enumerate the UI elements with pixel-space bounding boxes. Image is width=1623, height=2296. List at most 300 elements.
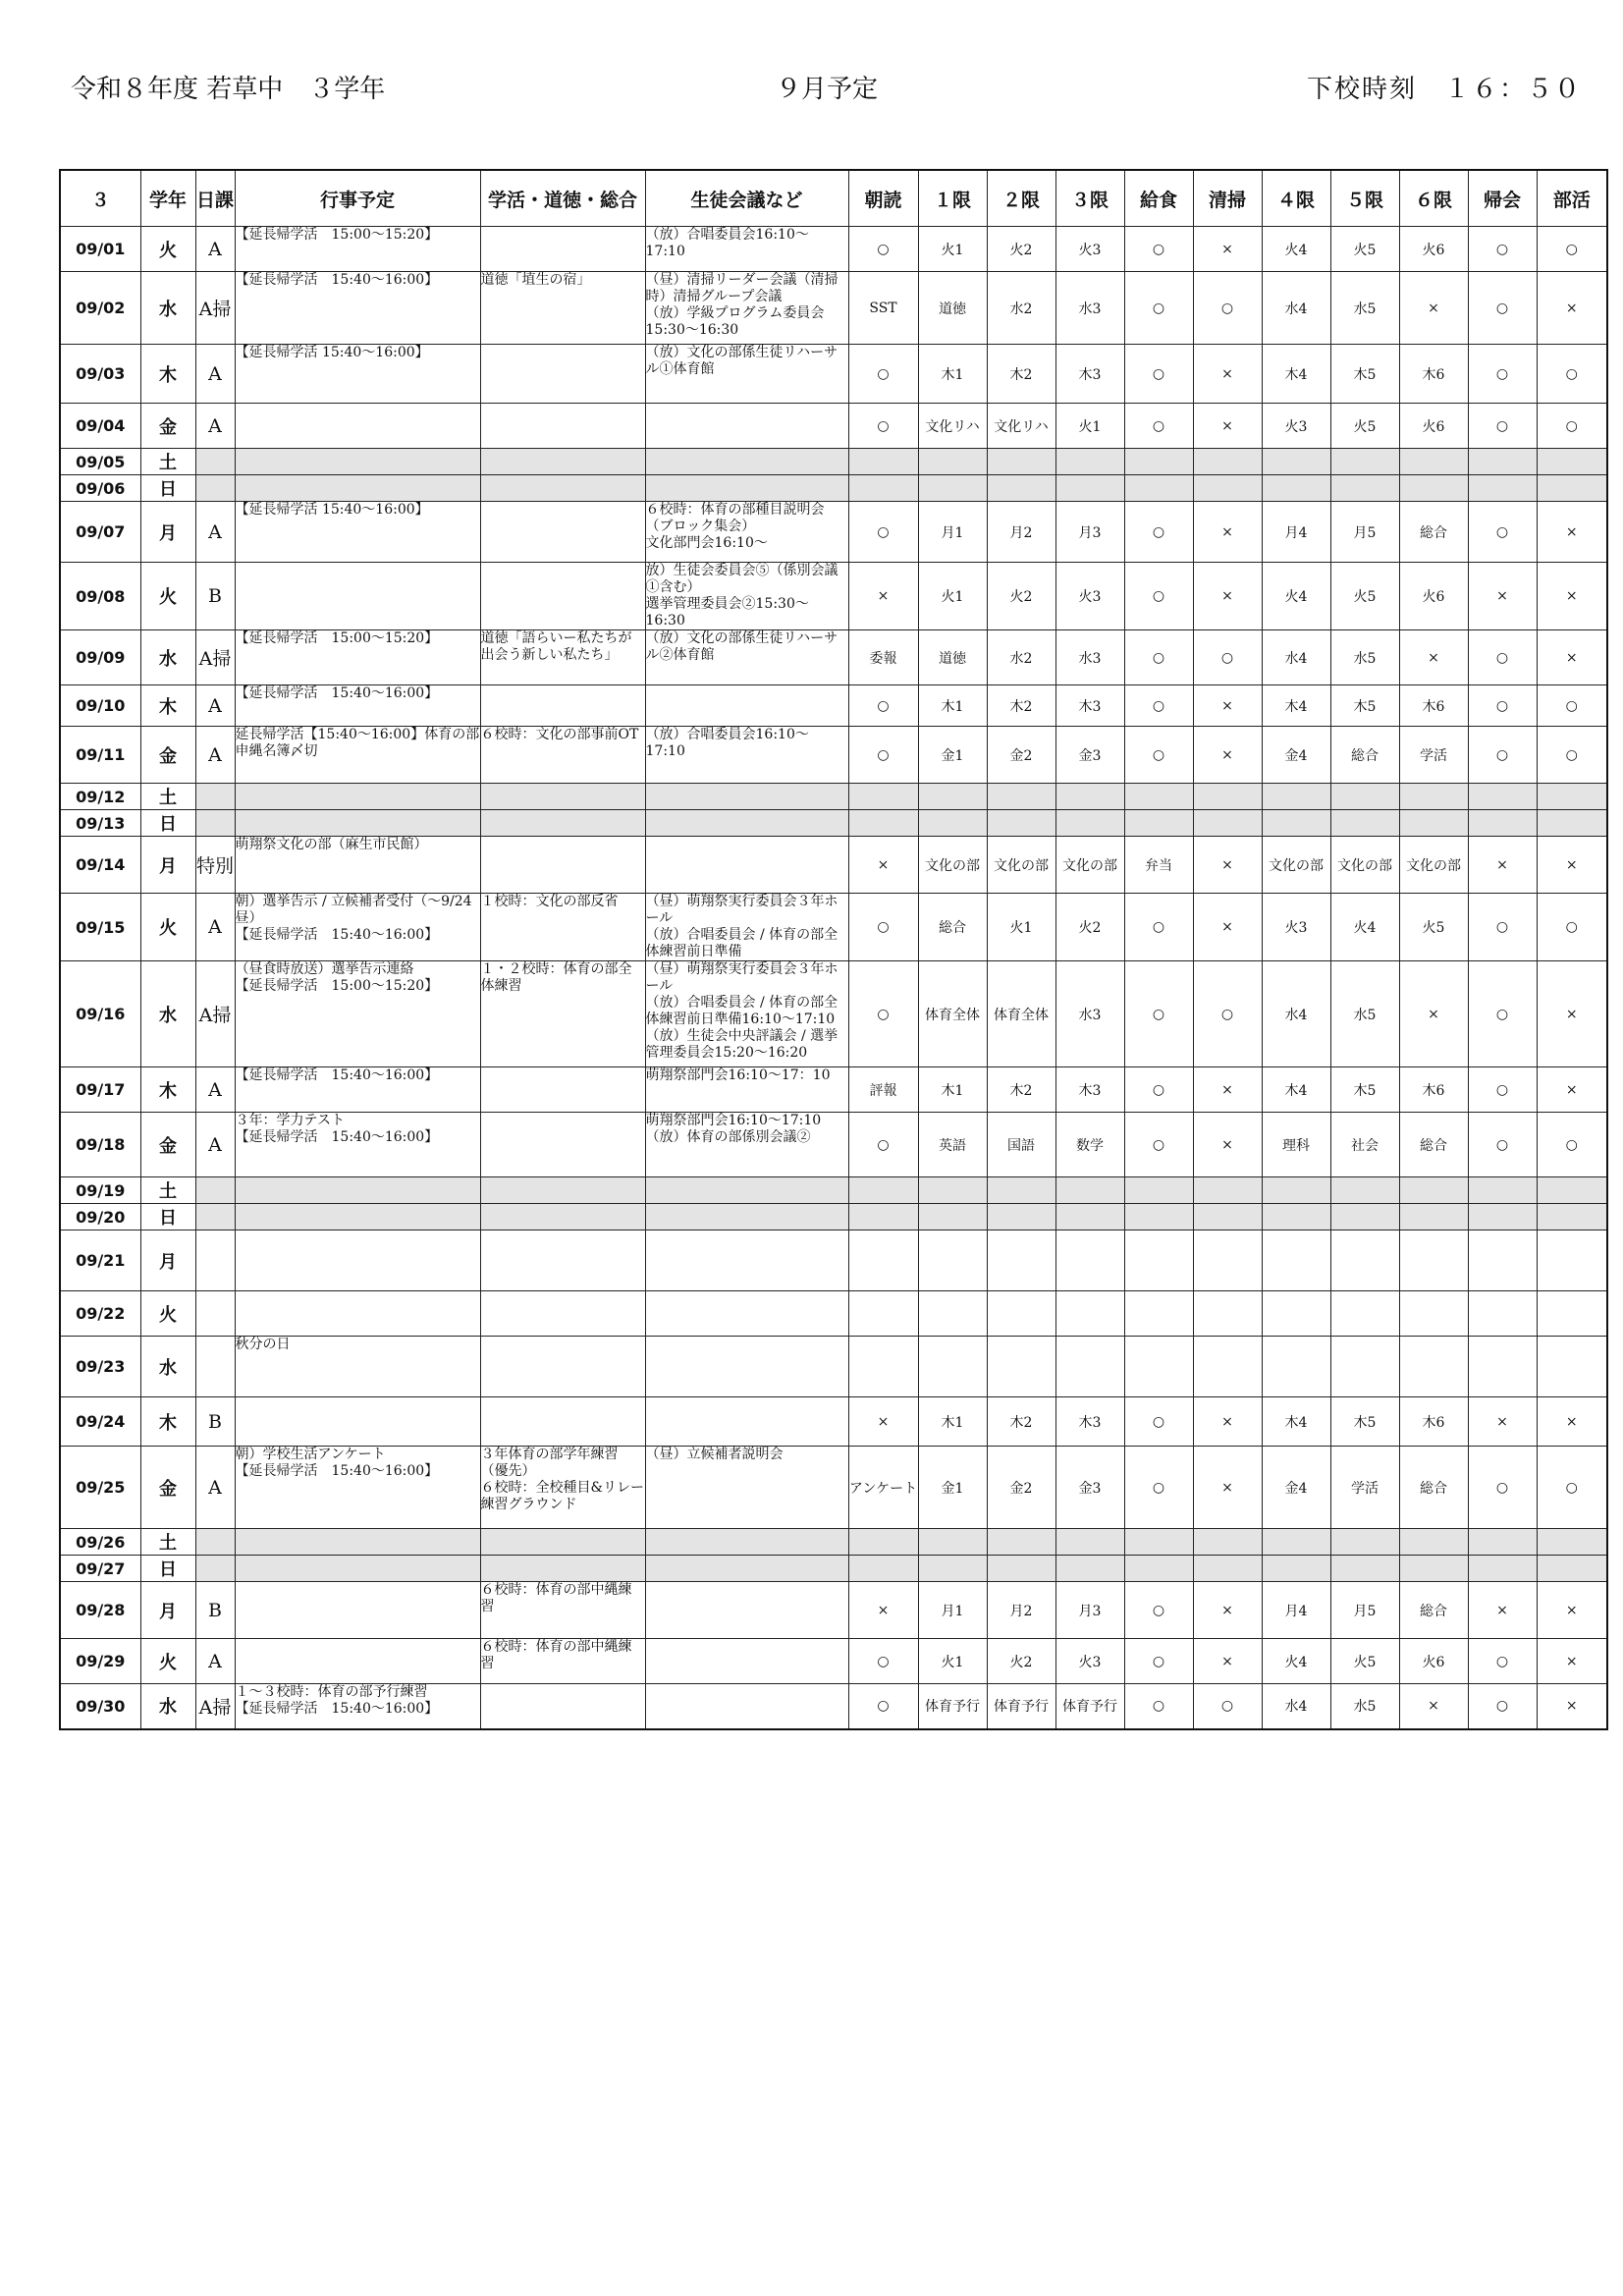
period-cell: 文化の部: [1399, 837, 1468, 894]
column-header: ４限: [1262, 170, 1330, 227]
meeting-cell: [645, 1337, 848, 1397]
date-cell: 09/30: [60, 1684, 140, 1729]
period-cell: 火1: [918, 227, 987, 272]
period-cell: [1537, 449, 1607, 475]
period-cell: [918, 784, 987, 810]
period-cell: ○: [1468, 404, 1537, 449]
period-cell: 火5: [1330, 404, 1399, 449]
day-row: [60, 837, 1607, 894]
period-cell: 火6: [1399, 1639, 1468, 1684]
column-header: 学年: [140, 170, 195, 227]
period-cell: 火6: [1399, 404, 1468, 449]
period-cell: ×: [1537, 630, 1607, 685]
period-cell: [1468, 475, 1537, 502]
period-cell: [918, 475, 987, 502]
nikka-cell: [195, 1291, 235, 1337]
period-cell: 水3: [1055, 272, 1124, 345]
period-cell: [1537, 1529, 1607, 1556]
event-cell: ３年：学力テスト 【延長帰学活 15:40～16:00】: [235, 1113, 480, 1177]
period-cell: [918, 1177, 987, 1204]
meeting-cell: [645, 1582, 848, 1639]
period-cell: [1193, 1337, 1262, 1397]
page-header: [0, 69, 1623, 108]
period-cell: ○: [1468, 630, 1537, 685]
gakkatsu-cell: [480, 1556, 645, 1582]
period-cell: [1055, 1204, 1124, 1230]
date-cell: 09/10: [60, 685, 140, 727]
weekday-cell: 火: [140, 563, 195, 630]
period-cell: 総合: [1399, 1447, 1468, 1529]
event-cell: （昼食時放送）選挙告示連絡 【延長帰学活 15:00～15:20】: [235, 961, 480, 1067]
weekday-cell: 木: [140, 345, 195, 404]
period-cell: [1262, 1291, 1330, 1337]
period-cell: ○: [1124, 1684, 1193, 1729]
period-cell: [1262, 449, 1330, 475]
nikka-cell: [195, 1204, 235, 1230]
period-cell: ○: [1124, 1582, 1193, 1639]
gakkatsu-cell: [480, 685, 645, 727]
period-cell: [1399, 1204, 1468, 1230]
date-cell: 09/23: [60, 1337, 140, 1397]
gakkatsu-cell: [480, 475, 645, 502]
period-cell: 木6: [1399, 345, 1468, 404]
column-header: 部活: [1537, 170, 1607, 227]
nikka-cell: A: [195, 1639, 235, 1684]
period-cell: ○: [848, 894, 918, 961]
column-header: ６限: [1399, 170, 1468, 227]
period-cell: ○: [1537, 345, 1607, 404]
period-cell: 木5: [1330, 1397, 1399, 1447]
period-cell: 火4: [1262, 1639, 1330, 1684]
period-cell: [1468, 1204, 1537, 1230]
period-cell: ×: [1193, 727, 1262, 784]
period-cell: ○: [1468, 227, 1537, 272]
period-cell: [1124, 1204, 1193, 1230]
period-cell: [1193, 1230, 1262, 1291]
period-cell: ×: [1193, 345, 1262, 404]
period-cell: 木5: [1330, 685, 1399, 727]
column-header: 給食: [1124, 170, 1193, 227]
period-cell: ×: [1537, 1684, 1607, 1729]
weekday-cell: 火: [140, 1639, 195, 1684]
day-row: [60, 1067, 1607, 1113]
day-row: [60, 1204, 1607, 1230]
period-cell: [848, 1556, 918, 1582]
weekday-cell: 水: [140, 1337, 195, 1397]
period-cell: ×: [1193, 894, 1262, 961]
column-header: ３限: [1055, 170, 1124, 227]
period-cell: 金3: [1055, 727, 1124, 784]
meeting-cell: 萌翔祭部門会16:10～17:10 （放）体育の部係別会議②: [645, 1113, 848, 1177]
date-cell: 09/21: [60, 1230, 140, 1291]
gakkatsu-cell: ３年体育の部学年練習（優先） ６校時：全校種目&リレー練習グラウンド: [480, 1447, 645, 1529]
period-cell: [1468, 1556, 1537, 1582]
weekday-cell: 日: [140, 810, 195, 837]
period-cell: [1468, 1529, 1537, 1556]
period-cell: [1193, 1204, 1262, 1230]
period-cell: 木2: [987, 685, 1055, 727]
nikka-cell: A: [195, 1447, 235, 1529]
period-cell: 道徳: [918, 272, 987, 345]
period-cell: 金4: [1262, 1447, 1330, 1529]
period-cell: [1399, 475, 1468, 502]
period-cell: ×: [1399, 961, 1468, 1067]
gakkatsu-cell: ６校時：体育の部中縄練習: [480, 1639, 645, 1684]
period-cell: ×: [848, 837, 918, 894]
day-row: [60, 272, 1607, 345]
date-cell: 09/27: [60, 1556, 140, 1582]
day-row: [60, 727, 1607, 784]
nikka-cell: A掃: [195, 961, 235, 1067]
period-cell: ○: [1537, 227, 1607, 272]
period-cell: 木1: [918, 1397, 987, 1447]
period-cell: 火2: [987, 563, 1055, 630]
period-cell: 文化リハ: [918, 404, 987, 449]
period-cell: 月2: [987, 1582, 1055, 1639]
nikka-cell: B: [195, 1397, 235, 1447]
period-cell: 木4: [1262, 1397, 1330, 1447]
event-cell: [235, 475, 480, 502]
period-cell: ×: [848, 1582, 918, 1639]
meeting-cell: [645, 1230, 848, 1291]
period-cell: [1055, 475, 1124, 502]
schedule-table: [59, 169, 1608, 1730]
period-cell: ○: [1537, 1113, 1607, 1177]
period-cell: 体育予行: [918, 1684, 987, 1729]
gakkatsu-cell: [480, 449, 645, 475]
date-cell: 09/05: [60, 449, 140, 475]
gakkatsu-cell: [480, 1291, 645, 1337]
period-cell: [1262, 1177, 1330, 1204]
period-cell: 火1: [918, 1639, 987, 1684]
period-cell: 木6: [1399, 1397, 1468, 1447]
nikka-cell: A掃: [195, 272, 235, 345]
gakkatsu-cell: [480, 404, 645, 449]
period-cell: [1537, 784, 1607, 810]
period-cell: ×: [1399, 1684, 1468, 1729]
period-cell: ×: [1537, 837, 1607, 894]
period-cell: 文化の部: [1262, 837, 1330, 894]
nikka-cell: [195, 1556, 235, 1582]
period-cell: 火3: [1055, 1639, 1124, 1684]
gakkatsu-cell: 道徳「語らいー私たちが出会う新しい私たち」: [480, 630, 645, 685]
period-cell: 木2: [987, 1067, 1055, 1113]
period-cell: [1537, 1177, 1607, 1204]
period-cell: ○: [1124, 1397, 1193, 1447]
period-cell: ×: [1537, 563, 1607, 630]
gakkatsu-cell: [480, 1067, 645, 1113]
period-cell: [918, 1230, 987, 1291]
meeting-cell: （放）文化の部係生徒リハーサル①体育館: [645, 345, 848, 404]
period-cell: 国語: [987, 1113, 1055, 1177]
period-cell: [1468, 449, 1537, 475]
period-cell: 評報: [848, 1067, 918, 1113]
gakkatsu-cell: [480, 1397, 645, 1447]
weekday-cell: 水: [140, 630, 195, 685]
period-cell: ×: [1399, 630, 1468, 685]
period-cell: ×: [1193, 1639, 1262, 1684]
period-cell: [848, 784, 918, 810]
period-cell: 水4: [1262, 272, 1330, 345]
day-row: [60, 810, 1607, 837]
period-cell: 金3: [1055, 1447, 1124, 1529]
period-cell: [1262, 1529, 1330, 1556]
meeting-cell: [645, 1291, 848, 1337]
period-cell: ×: [1468, 1397, 1537, 1447]
period-cell: ×: [1193, 1582, 1262, 1639]
period-cell: ○: [1468, 894, 1537, 961]
weekday-cell: 金: [140, 404, 195, 449]
period-cell: ○: [848, 961, 918, 1067]
weekday-cell: 火: [140, 894, 195, 961]
period-cell: [1537, 475, 1607, 502]
period-cell: ○: [1468, 1639, 1537, 1684]
period-cell: [1262, 810, 1330, 837]
column-header: 行事予定: [235, 170, 480, 227]
period-cell: [1124, 1529, 1193, 1556]
date-cell: 09/06: [60, 475, 140, 502]
period-cell: [1262, 1337, 1330, 1397]
period-cell: ×: [1468, 837, 1537, 894]
period-cell: ×: [1193, 563, 1262, 630]
period-cell: [1124, 810, 1193, 837]
day-row: [60, 563, 1607, 630]
period-cell: [918, 1337, 987, 1397]
day-row: [60, 227, 1607, 272]
meeting-cell: （放）文化の部係生徒リハーサル②体育館: [645, 630, 848, 685]
period-cell: 水3: [1055, 961, 1124, 1067]
period-cell: [1193, 784, 1262, 810]
weekday-cell: 水: [140, 961, 195, 1067]
gakkatsu-cell: [480, 1684, 645, 1729]
nikka-cell: [195, 784, 235, 810]
period-cell: 木1: [918, 345, 987, 404]
period-cell: 木2: [987, 1397, 1055, 1447]
period-cell: ○: [1468, 1684, 1537, 1729]
event-cell: 【延長帰学活 15:40～16:00】: [235, 685, 480, 727]
period-cell: [1055, 1177, 1124, 1204]
period-cell: [1537, 1291, 1607, 1337]
period-cell: [1330, 1556, 1399, 1582]
nikka-cell: B: [195, 1582, 235, 1639]
period-cell: [1124, 1230, 1193, 1291]
date-cell: 09/25: [60, 1447, 140, 1529]
meeting-cell: （昼）立候補者説明会: [645, 1447, 848, 1529]
weekday-cell: 火: [140, 1291, 195, 1337]
period-cell: 文化の部: [1055, 837, 1124, 894]
period-cell: [987, 784, 1055, 810]
weekday-cell: 日: [140, 1556, 195, 1582]
period-cell: ×: [1537, 502, 1607, 563]
date-cell: 09/14: [60, 837, 140, 894]
period-cell: 木1: [918, 685, 987, 727]
period-cell: ○: [848, 1639, 918, 1684]
period-cell: 火5: [1330, 1639, 1399, 1684]
period-cell: 学活: [1330, 1447, 1399, 1529]
month-title: ９月予定: [776, 75, 879, 104]
period-cell: [1262, 1230, 1330, 1291]
period-cell: 総合: [1399, 1113, 1468, 1177]
meeting-cell: （昼）萌翔祭実行委員会３年ホール （放）合唱委員会 / 体育の部全体練習前日準備16:10～17:10 （放）生徒会中央評議会 / 選挙管理委員会15:20～16:20: [645, 961, 848, 1067]
weekday-cell: 木: [140, 685, 195, 727]
column-header: 学活・道徳・総合: [480, 170, 645, 227]
period-cell: ○: [1537, 894, 1607, 961]
period-cell: [848, 449, 918, 475]
period-cell: [1537, 810, 1607, 837]
period-cell: 金2: [987, 727, 1055, 784]
column-header: 帰会: [1468, 170, 1537, 227]
column-header: １限: [918, 170, 987, 227]
period-cell: [987, 1529, 1055, 1556]
period-cell: 月4: [1262, 502, 1330, 563]
period-cell: [1399, 1529, 1468, 1556]
period-cell: ○: [1468, 1067, 1537, 1113]
period-cell: [1537, 1230, 1607, 1291]
day-row: [60, 1113, 1607, 1177]
day-row: [60, 449, 1607, 475]
period-cell: [1124, 1291, 1193, 1337]
period-cell: [1124, 1177, 1193, 1204]
period-cell: 月2: [987, 502, 1055, 563]
header-row: [60, 170, 1607, 227]
day-row: [60, 475, 1607, 502]
period-cell: 月5: [1330, 1582, 1399, 1639]
event-cell: [235, 784, 480, 810]
period-cell: [918, 1529, 987, 1556]
period-cell: [1193, 1556, 1262, 1582]
period-cell: ×: [1399, 272, 1468, 345]
period-cell: 木3: [1055, 1067, 1124, 1113]
period-cell: ○: [1124, 685, 1193, 727]
meeting-cell: [645, 810, 848, 837]
period-cell: ○: [1468, 961, 1537, 1067]
event-cell: [235, 1230, 480, 1291]
day-row: [60, 961, 1607, 1067]
meeting-cell: [645, 1397, 848, 1447]
nikka-cell: A: [195, 727, 235, 784]
period-cell: [1468, 1177, 1537, 1204]
period-cell: [848, 1230, 918, 1291]
period-cell: [1330, 475, 1399, 502]
period-cell: 火2: [987, 1639, 1055, 1684]
period-cell: 文化リハ: [987, 404, 1055, 449]
period-cell: ○: [1124, 345, 1193, 404]
gakkatsu-cell: [480, 1204, 645, 1230]
gakkatsu-cell: [480, 837, 645, 894]
period-cell: 月3: [1055, 1582, 1124, 1639]
period-cell: 木5: [1330, 1067, 1399, 1113]
nikka-cell: A掃: [195, 1684, 235, 1729]
period-cell: [1537, 1337, 1607, 1397]
column-header: ２限: [987, 170, 1055, 227]
date-cell: 09/26: [60, 1529, 140, 1556]
event-cell: 【延長帰学活 15:00～15:20】: [235, 630, 480, 685]
period-cell: [1124, 449, 1193, 475]
period-cell: [1330, 1337, 1399, 1397]
event-cell: [235, 1639, 480, 1684]
period-cell: 総合: [1399, 1582, 1468, 1639]
date-cell: 09/17: [60, 1067, 140, 1113]
meeting-cell: [645, 1639, 848, 1684]
period-cell: 木2: [987, 345, 1055, 404]
period-cell: 月4: [1262, 1582, 1330, 1639]
period-cell: [1193, 810, 1262, 837]
event-cell: 【延長帰学活 15:40～16:00】: [235, 502, 480, 563]
weekday-cell: 金: [140, 1447, 195, 1529]
period-cell: [1399, 1556, 1468, 1582]
period-cell: 体育全体: [987, 961, 1055, 1067]
day-row: [60, 1529, 1607, 1556]
period-cell: 社会: [1330, 1113, 1399, 1177]
period-cell: ○: [1468, 685, 1537, 727]
period-cell: ○: [1468, 1447, 1537, 1529]
period-cell: 総合: [918, 894, 987, 961]
period-cell: [1262, 784, 1330, 810]
period-cell: [1055, 1556, 1124, 1582]
period-cell: 金4: [1262, 727, 1330, 784]
period-cell: ○: [1537, 685, 1607, 727]
period-cell: ○: [1468, 345, 1537, 404]
period-cell: 火2: [987, 227, 1055, 272]
period-cell: [848, 475, 918, 502]
period-cell: ×: [1537, 1639, 1607, 1684]
period-cell: ○: [1468, 272, 1537, 345]
meeting-cell: （放）合唱委員会16:10～17:10: [645, 227, 848, 272]
period-cell: ○: [1193, 1684, 1262, 1729]
day-row: [60, 1556, 1607, 1582]
period-cell: ○: [848, 227, 918, 272]
weekday-cell: 月: [140, 502, 195, 563]
period-cell: [1330, 1529, 1399, 1556]
period-cell: ×: [1193, 404, 1262, 449]
day-row: [60, 1684, 1607, 1729]
period-cell: ○: [848, 1684, 918, 1729]
event-cell: [235, 1291, 480, 1337]
date-cell: 09/11: [60, 727, 140, 784]
day-row: [60, 502, 1607, 563]
period-cell: ○: [1124, 1639, 1193, 1684]
column-header: ５限: [1330, 170, 1399, 227]
period-cell: [1124, 1337, 1193, 1397]
period-cell: 火6: [1399, 563, 1468, 630]
period-cell: 木6: [1399, 1067, 1468, 1113]
day-row: [60, 1397, 1607, 1447]
period-cell: ○: [1124, 563, 1193, 630]
period-cell: [848, 810, 918, 837]
period-cell: 木6: [1399, 685, 1468, 727]
period-cell: ×: [1468, 563, 1537, 630]
period-cell: [1124, 784, 1193, 810]
period-cell: ×: [1193, 1113, 1262, 1177]
gakkatsu-cell: [480, 502, 645, 563]
period-cell: 体育全体: [918, 961, 987, 1067]
column-header: 朝読: [848, 170, 918, 227]
event-cell: 萌翔祭文化の部（麻生市民館）: [235, 837, 480, 894]
period-cell: ×: [1537, 272, 1607, 345]
period-cell: ×: [1537, 1397, 1607, 1447]
date-cell: 09/08: [60, 563, 140, 630]
nikka-cell: A: [195, 1067, 235, 1113]
event-cell: 【延長帰学活 15:00～15:20】: [235, 227, 480, 272]
period-cell: [987, 1337, 1055, 1397]
period-cell: ○: [1193, 272, 1262, 345]
period-cell: 学活: [1399, 727, 1468, 784]
day-row: [60, 784, 1607, 810]
period-cell: 総合: [1399, 502, 1468, 563]
period-cell: 火3: [1262, 404, 1330, 449]
period-cell: 水2: [987, 272, 1055, 345]
day-row: [60, 1337, 1607, 1397]
